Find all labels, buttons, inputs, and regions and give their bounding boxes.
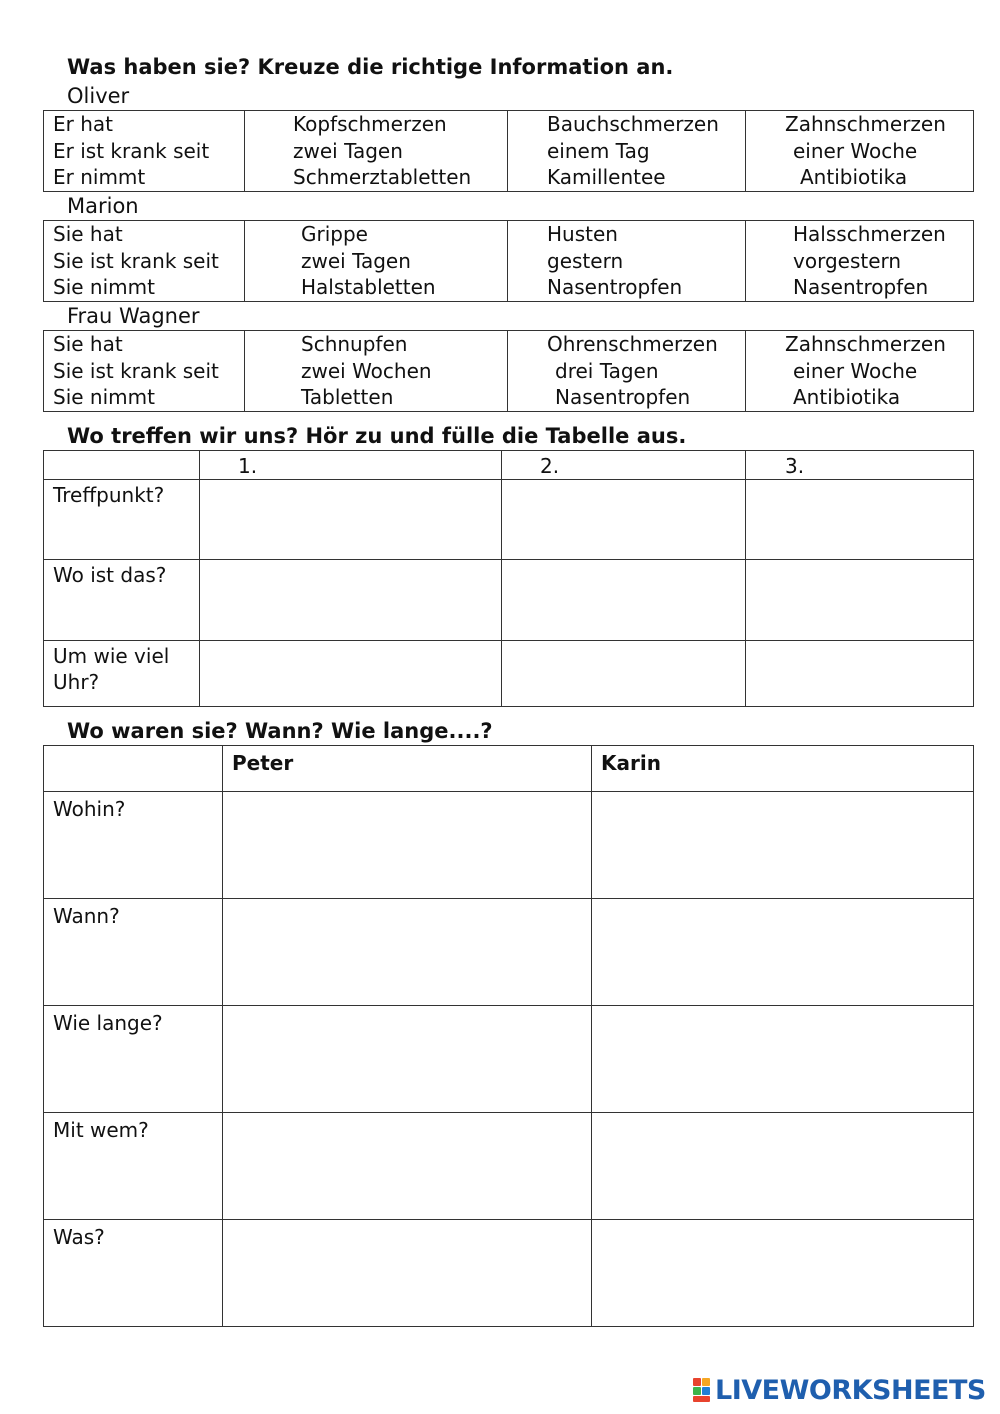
meeting-input-wo-1[interactable]: [200, 560, 502, 641]
marion-option-halsschmerzen[interactable]: Halsschmerzen: [793, 222, 946, 246]
meeting-input-uhrzeit-1[interactable]: [200, 641, 502, 707]
oliver-option-kopfschmerzen[interactable]: Kopfschmerzen: [293, 112, 447, 136]
oliver-table: [43, 110, 974, 192]
marion-label-takes: Sie nimmt: [53, 275, 155, 299]
trip-col-karin: Karin: [592, 746, 974, 792]
meeting-input-treffpunkt-1[interactable]: [200, 480, 502, 560]
wagner-option-antibiotika[interactable]: Antibiotika: [793, 385, 901, 409]
oliver-label-since: Er ist krank seit: [53, 138, 210, 163]
oliver-option-einem-tag[interactable]: einem Tag: [547, 138, 650, 163]
trip-input-wann-peter[interactable]: [223, 899, 592, 1006]
meeting-input-wo-3[interactable]: [746, 560, 974, 641]
liveworksheets-logo-text: LIVEWORKSHEETS: [715, 1374, 986, 1406]
liveworksheets-logo-icon: [693, 1377, 711, 1403]
frau-wagner-table: [43, 330, 974, 412]
trip-col-peter: Peter: [223, 746, 592, 792]
wagner-label-takes: Sie nimmt: [53, 385, 155, 409]
meeting-row-label-treffpunkt: Treffpunkt?: [44, 480, 200, 560]
wagner-option-ohrenschmerzen[interactable]: Ohrenschmerzen: [547, 332, 718, 356]
liveworksheets-logo: [693, 1376, 986, 1404]
meeting-row-label-uhrzeit: Um wie viel Uhr?: [44, 641, 200, 707]
trip-row-label-wie-lange: Wie lange?: [44, 1006, 223, 1113]
meeting-row-label-wo: Wo ist das?: [44, 560, 200, 641]
wagner-option-schnupfen[interactable]: Schnupfen: [301, 332, 408, 356]
trip-corner-cell: [44, 746, 223, 792]
oliver-option-antibiotika[interactable]: Antibiotika: [800, 165, 908, 189]
marion-option-halstabletten[interactable]: Halstabletten: [301, 275, 436, 299]
meeting-col-1: 1.: [200, 451, 502, 480]
wagner-labels-cell: [44, 331, 245, 412]
wagner-option-drei-tagen[interactable]: drei Tagen: [555, 358, 659, 383]
oliver-label-has: Er hat: [53, 112, 113, 136]
oliver-option-zwei-tagen[interactable]: zwei Tagen: [293, 138, 403, 163]
meeting-corner-cell: [44, 451, 200, 480]
trip-table: [43, 745, 974, 1327]
marion-option-nasentropfen[interactable]: Nasentropfen: [547, 275, 683, 299]
marion-label-has: Sie hat: [53, 222, 123, 246]
marion-option-husten[interactable]: Husten: [547, 222, 618, 246]
section2-heading: Wo treffen wir uns? Hör zu und fülle die Tabelle aus.: [67, 424, 687, 448]
wagner-label-since: Sie ist krank seit: [53, 358, 219, 383]
wagner-label-has: Sie hat: [53, 332, 123, 356]
trip-input-wann-karin[interactable]: [592, 899, 974, 1006]
meeting-table: [43, 450, 974, 707]
wagner-option-nasentropfen[interactable]: Nasentropfen: [555, 385, 691, 409]
marion-options3-cell: [746, 221, 974, 302]
wagner-option-tabletten[interactable]: Tabletten: [301, 385, 394, 409]
oliver-labels-cell: [44, 111, 245, 192]
oliver-options2-cell: [508, 111, 746, 192]
trip-input-mit-wem-karin[interactable]: [592, 1113, 974, 1220]
marion-option-vorgestern[interactable]: vorgestern: [793, 248, 902, 273]
meeting-col-2: 2.: [502, 451, 746, 480]
meeting-input-uhrzeit-2[interactable]: [502, 641, 746, 707]
trip-row-label-wann: Wann?: [44, 899, 223, 1006]
section1-heading: Was haben sie? Kreuze die richtige Information an.: [67, 55, 674, 79]
section3-heading: Wo waren sie? Wann? Wie lange....?: [67, 719, 493, 743]
wagner-options3-cell: [746, 331, 974, 412]
wagner-options2-cell: [508, 331, 746, 412]
marion-option-zwei-tagen[interactable]: zwei Tagen: [301, 248, 411, 273]
wagner-option-zahnschmerzen[interactable]: Zahnschmerzen: [785, 332, 946, 356]
trip-input-mit-wem-peter[interactable]: [223, 1113, 592, 1220]
oliver-label-takes: Er nimmt: [53, 165, 146, 189]
trip-input-wohin-karin[interactable]: [592, 792, 974, 899]
marion-option-grippe[interactable]: Grippe: [301, 222, 368, 246]
marion-options1-cell: [245, 221, 508, 302]
oliver-option-zahnschmerzen[interactable]: Zahnschmerzen: [785, 112, 946, 136]
wagner-option-einer-woche[interactable]: einer Woche: [793, 358, 918, 383]
meeting-input-wo-2[interactable]: [502, 560, 746, 641]
person-name-marion: Marion: [67, 194, 139, 218]
oliver-option-bauchschmerzen[interactable]: Bauchschmerzen: [547, 112, 719, 136]
meeting-col-3: 3.: [746, 451, 974, 480]
oliver-option-einer-woche[interactable]: einer Woche: [793, 138, 918, 163]
marion-table: [43, 220, 974, 302]
oliver-option-kamillentee[interactable]: Kamillentee: [547, 165, 666, 189]
trip-input-wie-lange-peter[interactable]: [223, 1006, 592, 1113]
trip-row-label-wohin: Wohin?: [44, 792, 223, 899]
trip-input-was-karin[interactable]: [592, 1220, 974, 1327]
marion-labels-cell: [44, 221, 245, 302]
trip-input-was-peter[interactable]: [223, 1220, 592, 1327]
person-name-frau-wagner: Frau Wagner: [67, 304, 200, 328]
wagner-options1-cell: [245, 331, 508, 412]
trip-row-label-was: Was?: [44, 1220, 223, 1327]
person-name-oliver: Oliver: [67, 84, 130, 108]
wagner-option-zwei-wochen[interactable]: zwei Wochen: [301, 358, 432, 383]
oliver-option-schmerztabletten[interactable]: Schmerztabletten: [293, 165, 472, 189]
trip-input-wie-lange-karin[interactable]: [592, 1006, 974, 1113]
oliver-options3-cell: [746, 111, 974, 192]
marion-option-nasentropfen-2[interactable]: Nasentropfen: [793, 275, 929, 299]
oliver-options1-cell: [245, 111, 508, 192]
marion-option-gestern[interactable]: gestern: [547, 248, 624, 273]
marion-options2-cell: [508, 221, 746, 302]
meeting-input-treffpunkt-2[interactable]: [502, 480, 746, 560]
meeting-input-uhrzeit-3[interactable]: [746, 641, 974, 707]
marion-label-since: Sie ist krank seit: [53, 248, 219, 273]
meeting-input-treffpunkt-3[interactable]: [746, 480, 974, 560]
trip-input-wohin-peter[interactable]: [223, 792, 592, 899]
trip-row-label-mit-wem: Mit wem?: [44, 1113, 223, 1220]
